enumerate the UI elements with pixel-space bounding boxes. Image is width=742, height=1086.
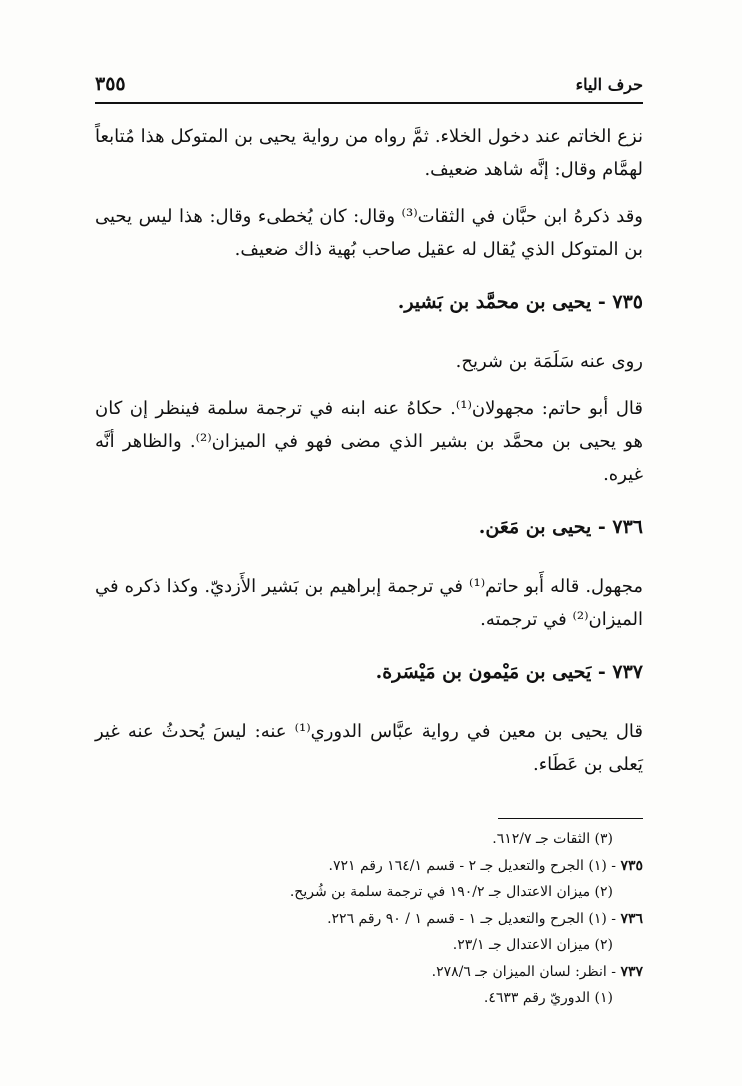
footnote: ٧٣٦ - (١) الجرح والتعديل جـ ١ - قسم ١ / ٩٠ رقم ٢٢٦. — [327, 910, 643, 927]
footnote: (٣) الثقات جـ ٦١٢/٧. — [492, 831, 613, 847]
page-number: ٣٥٥ — [95, 73, 126, 95]
entry-heading-736: ٧٣٦ - يحيى بن مَعَن. — [478, 516, 643, 538]
paragraph: وقد ذكرهُ ابن حبَّان في الثقات⁽³⁾ وقال: كان يُخطىء وقال: هذا ليس يحيى بن المتوكل الذي يُقال له عقيل صاحب بُهية ذاك ضعيف. — [95, 206, 643, 260]
entry-heading-735: ٧٣٥ - يحيى بن محمَّد بن بَشير. — [397, 291, 643, 313]
header-rule — [95, 102, 643, 104]
paragraph: قال يحيى بن معين في رواية عبَّاس الدوري⁽¹⁾ عنه: ليسَ يُحدثُ عنه غير يَعلى بن عَطَاء. — [95, 721, 643, 775]
entry-heading-737: ٧٣٧ - يَحيى بن مَيْمون بن مَيْسَرة. — [375, 661, 643, 683]
paragraph: روى عنه سَلَمَة بن شريح. — [455, 351, 643, 372]
paragraph: مجهول. قاله أَبو حاتم⁽¹⁾ في ترجمة إبراهيم بن بَشير الأَزديّ. وكذا ذكره في الميزان⁽²⁾ في ترجمته. — [95, 576, 643, 630]
paragraph: نزع الخاتم عند دخول الخلاء. ثمَّ رواه من رواية يحيى بن المتوكل هذا مُتابعاً لهمَّام وقال: إنَّه شاهد ضعيف. — [95, 126, 643, 180]
footnote: (٢) ميزان الاعتدال جـ ٢٣/١. — [452, 937, 613, 953]
page-header — [95, 66, 643, 102]
running-title: حرف الياء — [575, 74, 643, 94]
footnotes — [95, 826, 643, 1012]
footnote: (٢) ميزان الاعتدال جـ ١٩٠/٢ في ترجمة سلمة بن شُريح. — [289, 884, 613, 900]
footnote: ٧٣٧ - انظر: لسان الميزان جـ ٢٧٨/٦. — [431, 963, 643, 980]
paragraph: قال أبو حاتم: مجهولان⁽¹⁾. حكاهُ عنه ابنه في ترجمة سلمة فينظر إن كان هو يحيى بن محمَّد بن بشير الذي مضى فهو في الميزان⁽²⁾. والظاهر أنَّه غيره. — [95, 398, 643, 485]
main-text — [95, 120, 643, 781]
footnote-separator — [498, 818, 643, 819]
footnote: (١) الدوريّ رقم ٤٦٣٣. — [483, 990, 613, 1006]
footnote: ٧٣٥ - (١) الجرح والتعديل جـ ٢ - قسم ١٦٤/١ رقم ٧٢١. — [328, 857, 643, 874]
